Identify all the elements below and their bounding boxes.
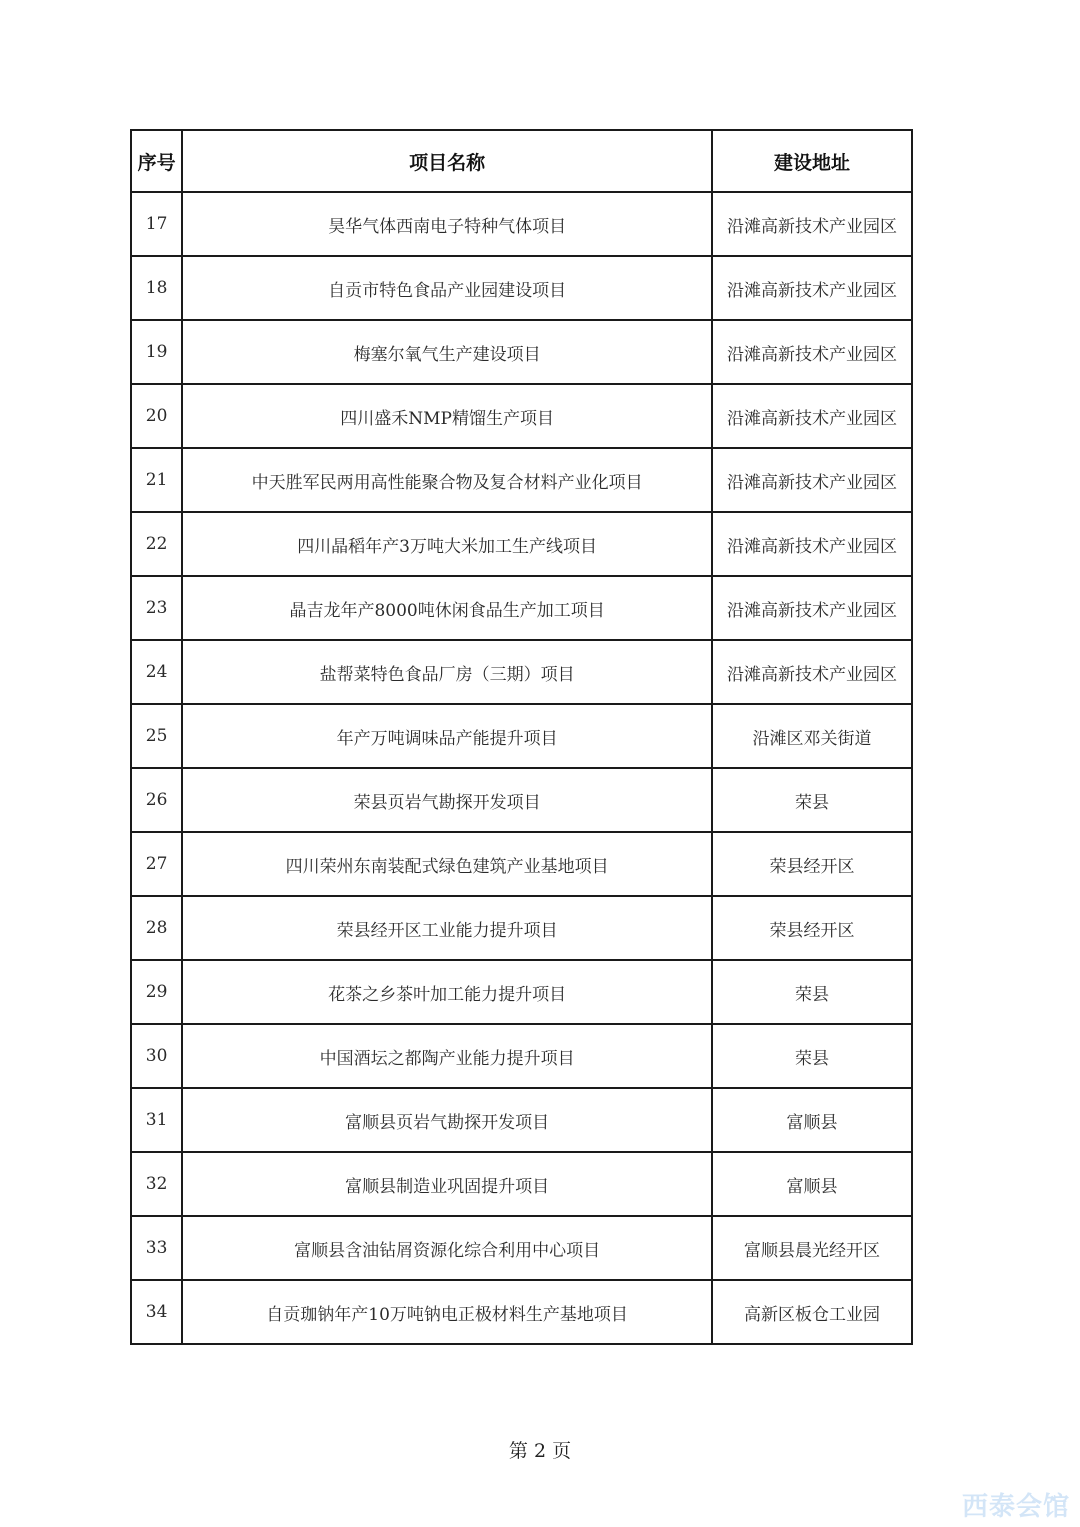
cell-address: 沿滩高新技术产业园区: [712, 576, 912, 640]
cell-project-name: 荣县经开区工业能力提升项目: [182, 896, 712, 960]
cell-number: 31: [131, 1088, 182, 1152]
table-row: [131, 832, 912, 896]
watermark-logo: 西泰会馆: [961, 1492, 1070, 1522]
cell-number: 18: [131, 256, 182, 320]
cell-number: 32: [131, 1152, 182, 1216]
table-row: [131, 768, 912, 832]
header-number: 序号: [131, 130, 182, 192]
cell-project-name: 花茶之乡茶叶加工能力提升项目: [182, 960, 712, 1024]
cell-address: 富顺县: [712, 1152, 912, 1216]
cell-address: 沿滩高新技术产业园区: [712, 192, 912, 256]
table-row: [131, 448, 912, 512]
cell-address: 荣县经开区: [712, 832, 912, 896]
table-row: [131, 384, 912, 448]
cell-project-name: 昊华气体西南电子特种气体项目: [182, 192, 712, 256]
project-table: [130, 129, 913, 1345]
table-row: [131, 320, 912, 384]
table-row: [131, 1152, 912, 1216]
cell-number: 22: [131, 512, 182, 576]
table-row: [131, 192, 912, 256]
header-address: 建设地址: [712, 130, 912, 192]
table-row: [131, 896, 912, 960]
cell-address: 荣县经开区: [712, 896, 912, 960]
cell-number: 21: [131, 448, 182, 512]
cell-project-name: 梅塞尔氧气生产建设项目: [182, 320, 712, 384]
page-number: 第 2 页: [508, 1440, 572, 1462]
cell-project-name: 晶吉龙年产8000吨休闲食品生产加工项目: [182, 576, 712, 640]
cell-project-name: 中天胜军民两用高性能聚合物及复合材料产业化项目: [182, 448, 712, 512]
cell-address: 沿滩高新技术产业园区: [712, 256, 912, 320]
cell-project-name: 盐帮菜特色食品厂房（三期）项目: [182, 640, 712, 704]
cell-project-name: 四川荣州东南装配式绿色建筑产业基地项目: [182, 832, 712, 896]
cell-address: 沿滩高新技术产业园区: [712, 320, 912, 384]
cell-address: 沿滩高新技术产业园区: [712, 640, 912, 704]
table-row: [131, 1280, 912, 1344]
cell-project-name: 富顺县含油钻屑资源化综合利用中心项目: [182, 1216, 712, 1280]
cell-project-name: 中国酒坛之都陶产业能力提升项目: [182, 1024, 712, 1088]
table-row: [131, 1088, 912, 1152]
cell-address: 沿滩高新技术产业园区: [712, 448, 912, 512]
table-row: [131, 576, 912, 640]
table-row: [131, 640, 912, 704]
cell-project-name: 富顺县页岩气勘探开发项目: [182, 1088, 712, 1152]
cell-number: 20: [131, 384, 182, 448]
table-row: [131, 512, 912, 576]
cell-project-name: 年产万吨调味品产能提升项目: [182, 704, 712, 768]
cell-number: 23: [131, 576, 182, 640]
cell-number: 33: [131, 1216, 182, 1280]
cell-number: 24: [131, 640, 182, 704]
cell-project-name: 荣县页岩气勘探开发项目: [182, 768, 712, 832]
cell-project-name: 四川盛禾NMP精馏生产项目: [182, 384, 712, 448]
cell-number: 27: [131, 832, 182, 896]
cell-project-name: 自贡珈钠年产10万吨钠电正极材料生产基地项目: [182, 1280, 712, 1344]
cell-project-name: 四川晶稻年产3万吨大米加工生产线项目: [182, 512, 712, 576]
cell-address: 沿滩高新技术产业园区: [712, 384, 912, 448]
cell-number: 26: [131, 768, 182, 832]
table-row: [131, 1216, 912, 1280]
table-row: [131, 1024, 912, 1088]
cell-number: 34: [131, 1280, 182, 1344]
cell-address: 高新区板仓工业园: [712, 1280, 912, 1344]
table-row: [131, 704, 912, 768]
cell-number: 30: [131, 1024, 182, 1088]
cell-address: 荣县: [712, 960, 912, 1024]
cell-number: 28: [131, 896, 182, 960]
cell-address: 沿滩高新技术产业园区: [712, 512, 912, 576]
cell-address: 沿滩区邓关街道: [712, 704, 912, 768]
table-row: [131, 960, 912, 1024]
cell-address: 富顺县: [712, 1088, 912, 1152]
table-row: [131, 256, 912, 320]
cell-project-name: 富顺县制造业巩固提升项目: [182, 1152, 712, 1216]
cell-address: 荣县: [712, 1024, 912, 1088]
cell-number: 17: [131, 192, 182, 256]
cell-number: 25: [131, 704, 182, 768]
cell-address: 富顺县晨光经开区: [712, 1216, 912, 1280]
cell-number: 19: [131, 320, 182, 384]
cell-address: 荣县: [712, 768, 912, 832]
table-header-row: [131, 130, 912, 192]
cell-number: 29: [131, 960, 182, 1024]
header-project-name: 项目名称: [182, 130, 712, 192]
cell-project-name: 自贡市特色食品产业园建设项目: [182, 256, 712, 320]
